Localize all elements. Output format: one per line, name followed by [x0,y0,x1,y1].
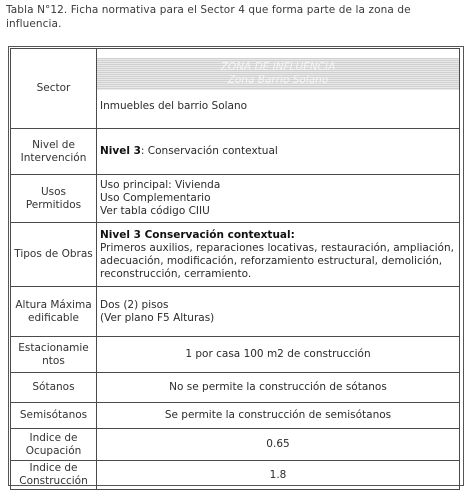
sector-header-line-1: ZONA DE INFLUENCIA [220,60,336,73]
sector-cell [97,49,460,129]
tipos-value [97,223,460,287]
row-label-construccion: Indice de Construcción [11,461,97,490]
table-row [11,429,460,461]
table-row [11,175,460,223]
row-label-usos: Usos Permitidos [11,175,97,223]
table-row [11,373,460,403]
nivel-value [97,129,460,175]
tipos-value-bold: Nivel 3 Conservación contextual: [100,228,295,241]
row-label-estacionamientos: Estacionamie ntos [11,337,97,373]
ocupacion-value: 0.65 [97,429,460,461]
construccion-value: 1.8 [97,461,460,490]
tipos-value-rest: Primeros auxilios, reparaciones locativas, restauración, ampliación, adecuación, modificación, reforzamiento estructural, demolición, reconstrucción, cerramiento. [100,241,454,280]
table-row [11,49,460,129]
table-row [11,129,460,175]
caption-line-2: influencia. [6,18,62,30]
estacionamientos-value: 1 por casa 100 m2 de construcción [97,337,460,373]
normative-table [10,48,460,490]
table-row [11,223,460,287]
altura-line-1: Dos (2) pisos [100,298,169,311]
row-label-sotanos: Sótanos [11,373,97,403]
table-row [11,287,460,337]
sector-header-line-2: Zona Barrio Solano [227,73,329,86]
table-caption [6,3,468,31]
table-row [11,461,460,490]
table-row [11,403,460,429]
sector-value: Inmuebles del barrio Solano [100,99,248,112]
row-label-altura: Altura Máxima edificable [11,287,97,337]
caption-line-1: Tabla N°12. Ficha normativa para el Sector 4 que forma parte de la zona de [6,4,411,16]
row-label-semisotanos: Semisótanos [11,403,97,429]
usos-line-1: Uso principal: Vivienda [100,179,221,191]
sector-header-band [97,58,459,90]
altura-line-2: (Ver plano F5 Alturas) [100,311,215,324]
row-label-nivel: Nivel de Intervención [11,129,97,175]
table-row [11,337,460,373]
nivel-value-bold: Nivel 3 [100,145,141,157]
usos-value [97,175,460,223]
row-label-tipos: Tipos de Obras [11,223,97,287]
row-label-sector: Sector [11,49,97,129]
semisotanos-value: Se permite la construcción de semisótanos [97,403,460,429]
usos-line-2: Uso Complementario [100,192,211,204]
altura-value [97,287,460,337]
row-label-ocupacion: Indice de Ocupación [11,429,97,461]
sotanos-value: No se permite la construcción de sótanos [97,373,460,403]
usos-line-3: Ver tabla código CIIU [100,205,210,217]
nivel-value-rest: : Conservación contextual [140,145,278,157]
